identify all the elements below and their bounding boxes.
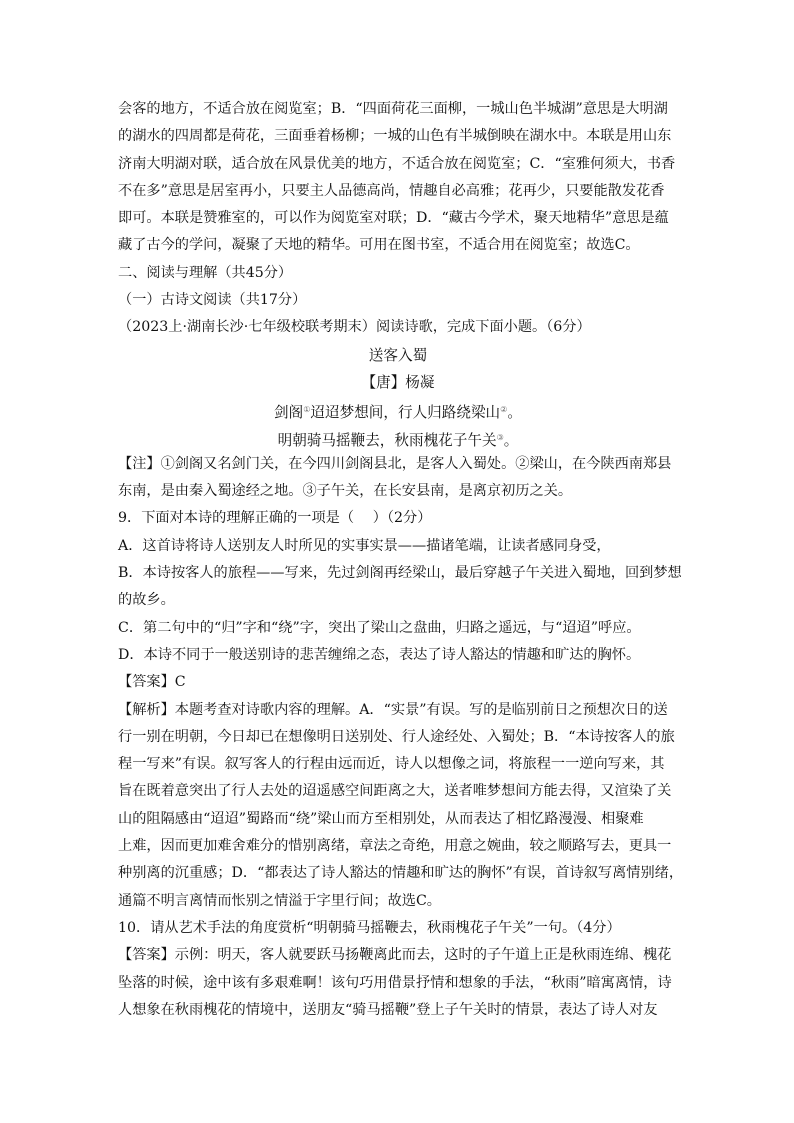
question-9: 9．下面对本诗的理解正确的一项是（ ）（2分） xyxy=(118,510,432,527)
footnote-mark: ③ xyxy=(496,432,504,442)
answer: 人想象在秋雨槐花的情境中，送朋友“骑马摇鞭”登上子午关时的情景，表达了诗人对友 xyxy=(118,1001,658,1018)
poem-author: 【唐】杨凝 xyxy=(361,373,435,391)
analysis: 旨在既着意突出了行人去处的迢遥感空间距离之大，送者唯梦想间方能去得，又渲染了关 xyxy=(118,783,672,800)
analysis: 通篇不明言离情而怅别之情溢于字里行间；故选C。 xyxy=(118,892,441,909)
poem-text: 。 xyxy=(507,404,522,422)
poem-text: 明朝骑马摇鞭去，秋雨槐花子午关 xyxy=(277,431,497,449)
analysis: 种别离的沉重感；D．“都表达了诗人豁达的情趣和旷达的胸怀”有误，首诗叙写离情别绪， xyxy=(118,865,684,882)
poem-line-2 xyxy=(118,424,678,451)
question-intro: （2023上·湖南长沙·七年级校联考期末）阅读诗歌，完成下面小题。（6分） xyxy=(118,319,591,336)
subsection-heading: （一）古诗文阅读（共17分） xyxy=(118,292,307,309)
poem-note: 【注】①剑阁又名剑门关，在今四川剑阁县北，是客人入蜀处。②梁山，在今陕西南郑县 xyxy=(118,455,672,472)
option-c: C．第二句中的“归”字和“绕”字，突出了梁山之盘曲，归路之遥远，与“迢迢”呼应。 xyxy=(118,619,641,636)
analysis: 上难，因而更加难舍难分的惜别离绪，章法之奇绝，用意之婉曲，较之顺路写去，更具一 xyxy=(118,838,672,855)
text-line: 藏了古今的学问，凝聚了天地的精华。可用在图书室，不适合用在阅览室；故选C。 xyxy=(118,237,640,254)
text-line: 不在多”意思是居室再小，只要主人品德高尚，情趣自必高雅；花再少，只要能散发花香 xyxy=(118,182,665,199)
answer: 坠落的时候，途中该有多艰难啊！该句巧用借景抒情和想象的手法，“秋雨”暗寓离情，诗 xyxy=(118,974,672,991)
poem-text: 。 xyxy=(503,431,519,449)
option-b: 的故乡。 xyxy=(118,592,175,609)
option-b: B．本诗按客人的旅程——写来，先过剑阁再经梁山，最后穿越子午关进入蜀地，回到梦想 xyxy=(118,565,682,582)
text-line: 会客的地方，不适合放在阅览室；B．“四面荷花三面柳，一城山色半城湖”意思是大明湖 xyxy=(118,101,668,117)
analysis: 程一写来”有误。叙写客人的行程由远而近，诗人以想像之词，将旅程一一逆向写来，其 xyxy=(118,756,665,773)
analysis: 行一别在明朝，今日却已在想像明日送别处、行人途经处、入蜀处；B．“本诗按客人的旅 xyxy=(118,728,675,745)
text-line: 济南大明湖对联，适合放在风景优美的地方，不适合放在阅览室；C．“室雅何须大，书香 xyxy=(118,155,676,172)
poem-text: 剑阁 xyxy=(274,404,304,422)
analysis: 【解析】本题考查对诗歌内容的理解。A．“实景”有误。写的是临别前日之预想次日的送 xyxy=(118,701,668,718)
answer: 【答案】示例：明天，客人就要跃马扬鞭离此而去，这时的子午道上正是秋雨连绵、槐花 xyxy=(118,947,672,964)
poem-note: 东南，是由秦入蜀途经之地。③子午关，在长安县南，是离京初历之关。 xyxy=(118,483,573,500)
answer: 【答案】C xyxy=(118,674,186,691)
text-line: 即可。本联是赞雅室的，可以作为阅览室对联；D．“藏古今学术，聚天地精华”意思是蕴 xyxy=(118,210,669,227)
poem-line-1 xyxy=(118,396,678,423)
poem-text: 迢迢梦想间，行人归路绕梁山 xyxy=(310,404,501,422)
footnote-mark: ② xyxy=(500,405,508,415)
text-line: 的湖水的四周都是荷花，三面垂着杨柳；一城的山色有半城倒映在湖水中。本联是用山东 xyxy=(118,128,672,145)
document-page xyxy=(118,96,684,1024)
option-a: A．这首诗将诗人送别友人时所见的实事实景——描诸笔端，让读者感同身受， xyxy=(118,537,611,554)
section-heading: 二、阅读与理解（共45分） xyxy=(118,264,293,281)
option-d: D．本诗不同于一般送别诗的悲苦缠绵之态，表达了诗人豁达的情趣和旷达的胸怀。 xyxy=(118,646,641,663)
poem-title: 送客入蜀 xyxy=(368,346,428,364)
question-10: 10．请从艺术手法的角度赏析“明朝骑马摇鞭去，秋雨槐花子午关”一句。（4分） xyxy=(118,919,621,936)
footnote-mark: ① xyxy=(303,405,311,415)
analysis: 山的阻隔感由“迢迢”蜀路而“绕”梁山而方至相别处，从而表达了相忆路漫漫、相聚难 xyxy=(118,810,644,827)
